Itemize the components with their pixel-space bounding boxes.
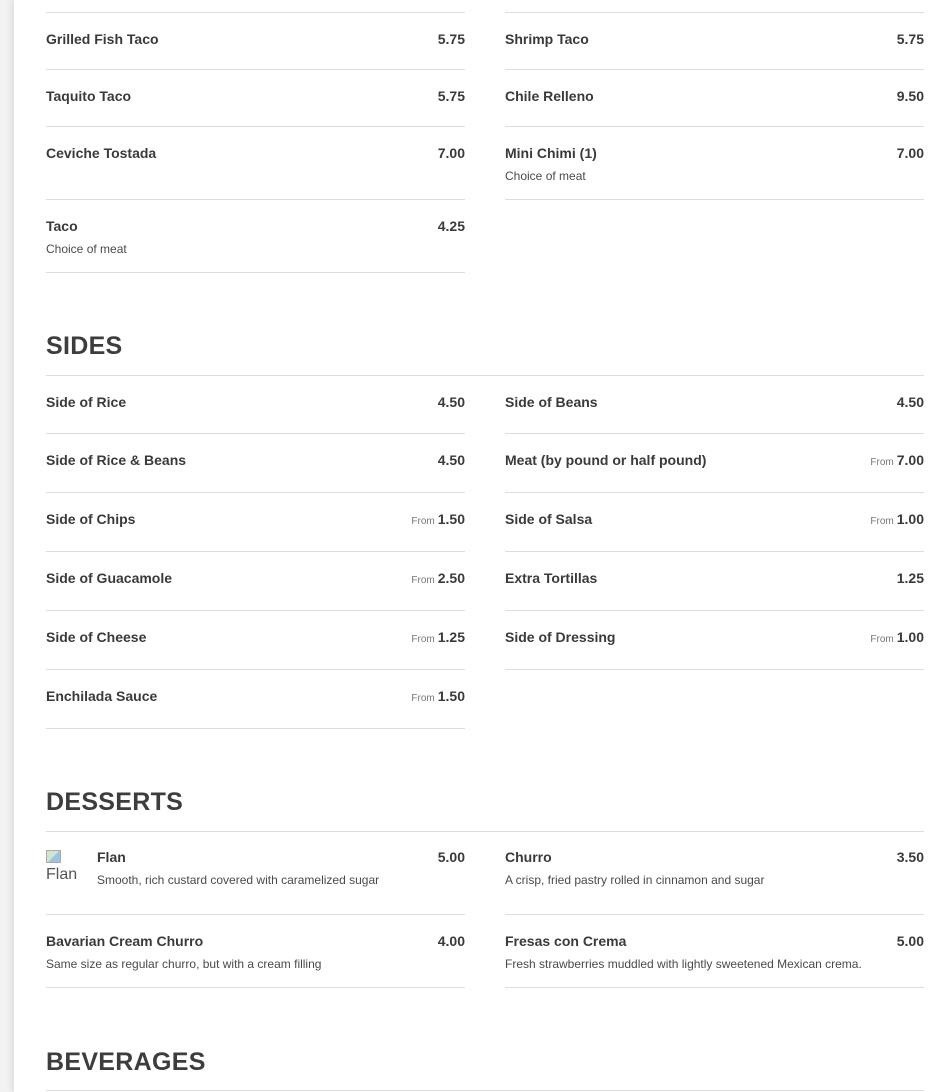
item-price: 4.00 xyxy=(437,933,465,949)
item-price: 7.00 xyxy=(896,145,924,161)
price-from-label: From xyxy=(870,457,894,468)
item-name: Chile Relleno xyxy=(505,88,594,104)
menu-item[interactable] xyxy=(46,670,465,729)
desserts-left-column xyxy=(46,831,465,988)
item-name: Side of Beans xyxy=(505,394,598,410)
item-price xyxy=(870,511,924,527)
price-value: 1.25 xyxy=(437,629,465,645)
item-name: Side of Guacamole xyxy=(46,570,173,586)
price-value: 1.50 xyxy=(437,511,465,527)
item-name: Extra Tortillas xyxy=(505,570,598,586)
price-from-label: From xyxy=(411,575,435,586)
price-value: 4.50 xyxy=(437,394,465,410)
item-price: 9.50 xyxy=(896,88,924,104)
item-price xyxy=(435,452,465,468)
item-price: 7.00 xyxy=(437,145,465,161)
item-name: Shrimp Taco xyxy=(505,31,589,47)
price-value: 1.00 xyxy=(896,511,924,527)
tacos-right-column xyxy=(505,12,924,200)
menu-content xyxy=(46,0,924,1076)
item-price xyxy=(870,629,924,645)
menu-item[interactable] xyxy=(505,70,924,127)
sides-grid xyxy=(46,375,924,735)
item-name: Ceviche Tostada xyxy=(46,145,157,161)
item-price xyxy=(411,629,465,645)
item-name: Side of Cheese xyxy=(46,629,147,645)
price-value: 7.00 xyxy=(896,452,924,468)
item-name: Fresas con Crema xyxy=(505,933,627,949)
menu-item[interactable] xyxy=(505,375,924,434)
menu-item[interactable] xyxy=(505,552,924,611)
item-price: 4.25 xyxy=(437,218,465,234)
image-alt-text: Flan xyxy=(46,866,78,883)
price-value: 4.50 xyxy=(896,394,924,410)
item-name: Taco xyxy=(46,218,78,234)
menu-panel xyxy=(14,0,950,1092)
item-name: Flan xyxy=(97,849,126,865)
item-price xyxy=(411,570,465,586)
menu-item[interactable] xyxy=(46,127,465,200)
menu-item[interactable] xyxy=(46,12,465,70)
item-description: Choice of meat xyxy=(46,242,127,256)
tacos-grid xyxy=(46,0,924,273)
price-value: 4.50 xyxy=(437,452,465,468)
tacos-left-column xyxy=(46,12,465,273)
sides-left-column xyxy=(46,375,465,729)
price-from-label: From xyxy=(870,516,894,527)
section-title-beverages: BEVERAGES xyxy=(46,1048,206,1076)
menu-item[interactable] xyxy=(505,127,924,200)
item-name: Churro xyxy=(505,849,552,865)
menu-item[interactable] xyxy=(46,493,465,552)
item-description: Choice of meat xyxy=(505,169,586,183)
item-price: 5.00 xyxy=(896,933,924,949)
price-value: 2.50 xyxy=(437,570,465,586)
menu-item[interactable] xyxy=(46,375,465,434)
item-price: 5.00 xyxy=(437,849,465,865)
item-description: Fresh strawberries muddled with lightly sweetened Mexican crema. xyxy=(505,957,862,971)
menu-item[interactable] xyxy=(505,493,924,552)
item-price xyxy=(411,511,465,527)
item-price xyxy=(435,394,465,410)
price-from-label: From xyxy=(411,693,435,704)
menu-item[interactable] xyxy=(505,915,924,988)
desserts-grid xyxy=(46,831,924,991)
price-value: 1.25 xyxy=(896,570,924,586)
item-price: 3.50 xyxy=(896,849,924,865)
item-price: 5.75 xyxy=(437,31,465,47)
item-name: Meat (by pound or half pound) xyxy=(505,452,707,468)
item-name: Mini Chimi (1) xyxy=(505,145,597,161)
item-price xyxy=(894,570,924,586)
item-price: 5.75 xyxy=(437,88,465,104)
price-value: 1.00 xyxy=(896,629,924,645)
item-name: Bavarian Cream Churro xyxy=(46,933,204,949)
price-from-label: From xyxy=(411,516,435,527)
item-name: Grilled Fish Taco xyxy=(46,31,159,47)
item-price: 5.75 xyxy=(896,31,924,47)
menu-item[interactable] xyxy=(46,831,465,915)
sides-right-column xyxy=(505,375,924,670)
menu-item[interactable] xyxy=(46,611,465,670)
price-from-label: From xyxy=(870,634,894,645)
item-price xyxy=(894,394,924,410)
item-description: Same size as regular churro, but with a cream filling xyxy=(46,957,322,971)
section-title-sides: SIDES xyxy=(46,332,123,360)
item-name: Side of Chips xyxy=(46,511,136,527)
menu-item[interactable] xyxy=(505,611,924,670)
section-title-desserts: DESSERTS xyxy=(46,788,184,816)
item-name: Side of Salsa xyxy=(505,511,593,527)
item-name: Side of Rice & Beans xyxy=(46,452,187,468)
section-divider xyxy=(46,1090,924,1091)
menu-item[interactable] xyxy=(46,434,465,493)
item-description: Smooth, rich custard covered with caramelized sugar xyxy=(97,873,380,887)
menu-item[interactable] xyxy=(46,552,465,611)
item-name: Enchilada Sauce xyxy=(46,688,158,704)
item-name: Side of Dressing xyxy=(505,629,616,645)
menu-item[interactable] xyxy=(46,200,465,273)
item-price xyxy=(411,688,465,704)
price-value: 1.50 xyxy=(437,688,465,704)
item-description: A crisp, fried pastry rolled in cinnamon and sugar xyxy=(505,873,765,887)
price-from-label: From xyxy=(411,634,435,645)
desserts-right-column xyxy=(505,831,924,988)
menu-item[interactable] xyxy=(46,70,465,127)
item-name: Side of Rice xyxy=(46,394,127,410)
broken-image-icon xyxy=(46,850,61,863)
menu-item[interactable] xyxy=(505,831,924,915)
menu-item[interactable] xyxy=(505,434,924,493)
item-price xyxy=(870,452,924,468)
flan-image xyxy=(46,848,80,884)
item-name: Taquito Taco xyxy=(46,88,132,104)
menu-item[interactable] xyxy=(505,12,924,70)
menu-item[interactable] xyxy=(46,915,465,988)
